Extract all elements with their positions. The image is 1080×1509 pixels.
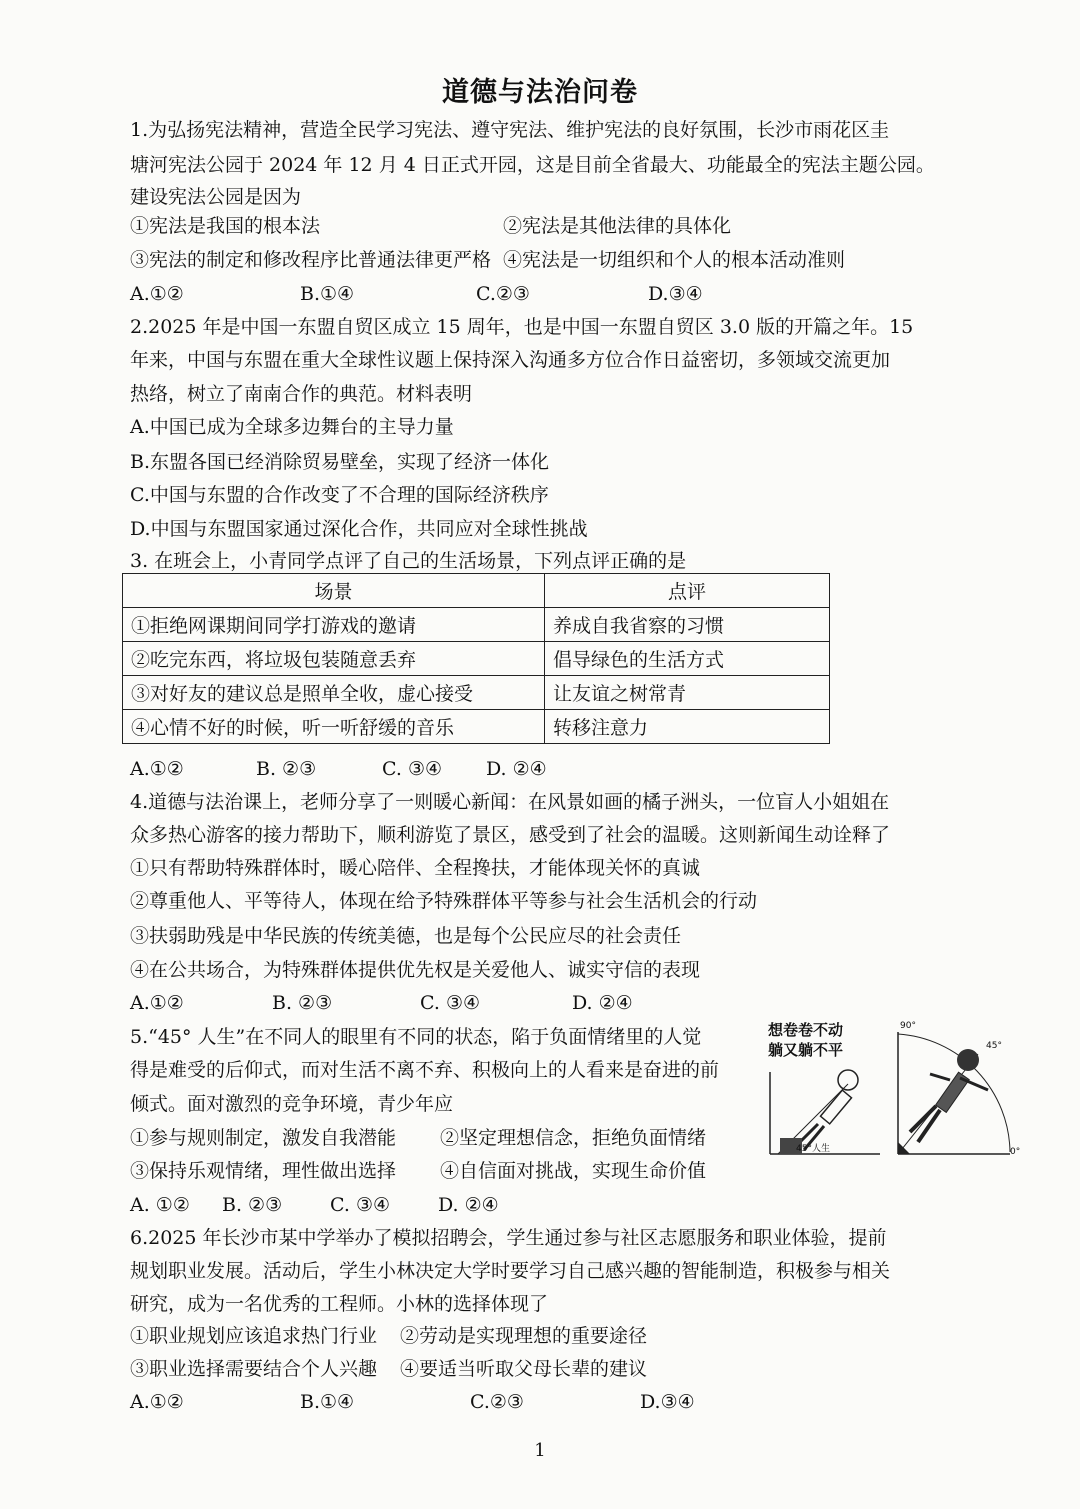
q2-stem-line-3: 热络，树立了南南合作的典范。材料表明 xyxy=(130,383,473,405)
figure-caption-line-1: 想卷卷不动 xyxy=(768,1021,844,1039)
table-cell: 转移注意力 xyxy=(545,710,830,744)
table-cell: ①拒绝网课期间同学打游戏的邀请 xyxy=(123,608,545,642)
leaning-back-person-icon xyxy=(770,1070,880,1154)
q6-item-2: ②劳动是实现理想的重要途径 xyxy=(400,1325,648,1347)
leaning-forward-person-icon xyxy=(898,1021,1020,1157)
q2-choice-c: C.中国与东盟的合作改变了不合理的国际经济秩序 xyxy=(130,484,549,506)
table-row xyxy=(123,608,830,642)
q4-item-4: ④在公共场合，为特殊群体提供优先权是关爱他人、诚实守信的表现 xyxy=(130,959,701,981)
q1-item-4: ④宪法是一切组织和个人的根本活动准则 xyxy=(503,249,846,271)
table-row xyxy=(123,710,830,744)
figure-label-90: 90° xyxy=(900,1021,916,1031)
table-header-cell: 场景 xyxy=(123,574,545,608)
table-cell: 让友谊之树常青 xyxy=(545,676,830,710)
q5-choice-d: D. ②④ xyxy=(438,1194,499,1216)
q1-stem-line-2: 塘河宪法公园于 2024 年 12 月 4 日正式开园，这是目前全省最大、功能最全的宪法主题公园。 xyxy=(130,154,935,176)
q2-choice-b: B.东盟各国已经消除贸易壁垒，实现了经济一体化 xyxy=(130,451,550,473)
q4-item-3: ③扶弱助残是中华民族的传统美德，也是每个公民应尽的社会责任 xyxy=(130,925,682,947)
q5-item-1: ①参与规则制定，激发自我潜能 xyxy=(130,1127,397,1149)
q5-choice-a: A. ①② xyxy=(130,1194,190,1216)
q5-stem-line-1: 5.“45° 人生”在不同人的眼里有不同的状态，陷于负面情绪里的人觉 xyxy=(130,1026,702,1048)
q3-choice-c: C. ③④ xyxy=(382,758,443,780)
q6-choice-c: C.②③ xyxy=(470,1391,524,1413)
table-header-cell: 点评 xyxy=(545,574,830,608)
q4-item-2: ②尊重他人、平等待人，体现在给予特殊群体平等参与社会生活机会的行动 xyxy=(130,890,758,912)
table-cell: 养成自我省察的习惯 xyxy=(545,608,830,642)
q1-item-1: ①宪法是我国的根本法 xyxy=(130,215,321,237)
q5-stem-line-3: 倾式。面对激烈的竞争环境，青少年应 xyxy=(130,1093,454,1115)
q4-stem-line-1: 4.道德与法治课上，老师分享了一则暖心新闻：在风景如画的橘子洲头，一位盲人小姐姐在 xyxy=(130,791,890,813)
q1-item-3: ③宪法的制定和修改程序比普通法律更严格 xyxy=(130,249,492,271)
q4-stem-line-2: 众多热心游客的接力帮助下，顺利游览了景区，感受到了社会的温暖。这则新闻生动诠释了 xyxy=(130,824,891,846)
q4-choice-d: D. ②④ xyxy=(572,992,633,1014)
figure-label-left: 45°人生 xyxy=(796,1144,830,1154)
figure-label-45: 45° xyxy=(986,1041,1002,1051)
table-cell: 倡导绿色的生活方式 xyxy=(545,642,830,676)
page-number: 1 xyxy=(534,1440,546,1461)
q1-choice-d: D.③④ xyxy=(648,283,703,305)
q2-choice-a: A.中国已成为全球多边舞台的主导力量 xyxy=(130,416,454,438)
q2-choice-d: D.中国与东盟国家通过深化合作，共同应对全球性挑战 xyxy=(130,518,588,540)
q1-item-2: ②宪法是其他法律的具体化 xyxy=(503,215,732,237)
q1-choice-c: C.②③ xyxy=(476,283,530,305)
q3-choice-a: A.①② xyxy=(130,758,184,780)
q2-stem-line-2: 年来，中国与东盟在重大全球性议题上保持深入沟通多方位合作日益密切，多领域交流更加 xyxy=(130,349,891,371)
page-title: 道德与法治问卷 xyxy=(442,77,638,108)
q6-stem-line-3: 研究，成为一名优秀的工程师。小林的选择体现了 xyxy=(130,1293,549,1315)
q6-stem-line-2: 规划职业发展。活动后，学生小林决定大学时要学习自己感兴趣的智能制造，积极参与相关 xyxy=(130,1260,891,1282)
q6-item-3: ③职业选择需要结合个人兴趣 xyxy=(130,1358,378,1380)
q4-choice-c: C. ③④ xyxy=(420,992,481,1014)
q1-stem-line-1: 1.为弘扬宪法精神，营造全民学习宪法、遵守宪法、维护宪法的良好氛围，长沙市雨花区圭 xyxy=(130,119,890,141)
q1-choice-a: A.①② xyxy=(130,283,184,305)
table-row xyxy=(123,642,830,676)
table-row xyxy=(123,676,830,710)
q6-choice-a: A.①② xyxy=(130,1391,184,1413)
q5-stem-line-2: 得是难受的后仰式，而对生活不离不弃、积极向上的人看来是奋进的前 xyxy=(130,1059,720,1081)
q3-stem: 3. 在班会上，小青同学点评了自己的生活场景，下列点评正确的是 xyxy=(130,550,687,572)
q3-choice-b: B. ②③ xyxy=(256,758,317,780)
q3-table xyxy=(122,573,830,744)
q4-choice-b: B. ②③ xyxy=(272,992,333,1014)
q6-item-4: ④要适当听取父母长辈的建议 xyxy=(400,1358,648,1380)
q5-item-3: ③保持乐观情绪，理性做出选择 xyxy=(130,1160,397,1182)
table-cell: ④心情不好的时候，听一听舒缓的音乐 xyxy=(123,710,545,744)
q1-stem-line-3: 建设宪法公园是因为 xyxy=(130,186,302,208)
q4-item-1: ①只有帮助特殊群体时，暖心陪伴、全程搀扶，才能体现关怀的真诚 xyxy=(130,857,701,879)
table-cell: ③对好友的建议总是照单全收，虚心接受 xyxy=(123,676,545,710)
table-header-row xyxy=(123,574,830,608)
q5-item-4: ④自信面对挑战，实现生命价值 xyxy=(440,1160,707,1182)
q5-choice-b: B. ②③ xyxy=(222,1194,283,1216)
q4-choice-a: A.①② xyxy=(130,992,184,1014)
figure-caption-line-2: 躺又躺不平 xyxy=(768,1041,844,1059)
q5-item-2: ②坚定理想信念，拒绝负面情绪 xyxy=(440,1127,707,1149)
q5-choice-c: C. ③④ xyxy=(330,1194,391,1216)
q1-choice-b: B.①④ xyxy=(300,283,355,305)
45-degree-life-figure xyxy=(760,1014,1020,1164)
q6-item-1: ①职业规划应该追求热门行业 xyxy=(130,1325,378,1347)
q6-stem-line-1: 6.2025 年长沙市某中学举办了模拟招聘会，学生通过参与社区志愿服务和职业体验，提前 xyxy=(130,1227,887,1249)
q2-stem-line-1: 2.2025 年是中国一东盟自贸区成立 15 周年，也是中国一东盟自贸区 3.0 版的开篇之年。15 xyxy=(130,316,914,338)
table-cell: ②吃完东西，将垃圾包装随意丢弃 xyxy=(123,642,545,676)
q3-choice-d: D. ②④ xyxy=(486,758,547,780)
q6-choice-b: B.①④ xyxy=(300,1391,355,1413)
q6-choice-d: D.③④ xyxy=(640,1391,695,1413)
figure-label-0: 0° xyxy=(1010,1147,1020,1157)
